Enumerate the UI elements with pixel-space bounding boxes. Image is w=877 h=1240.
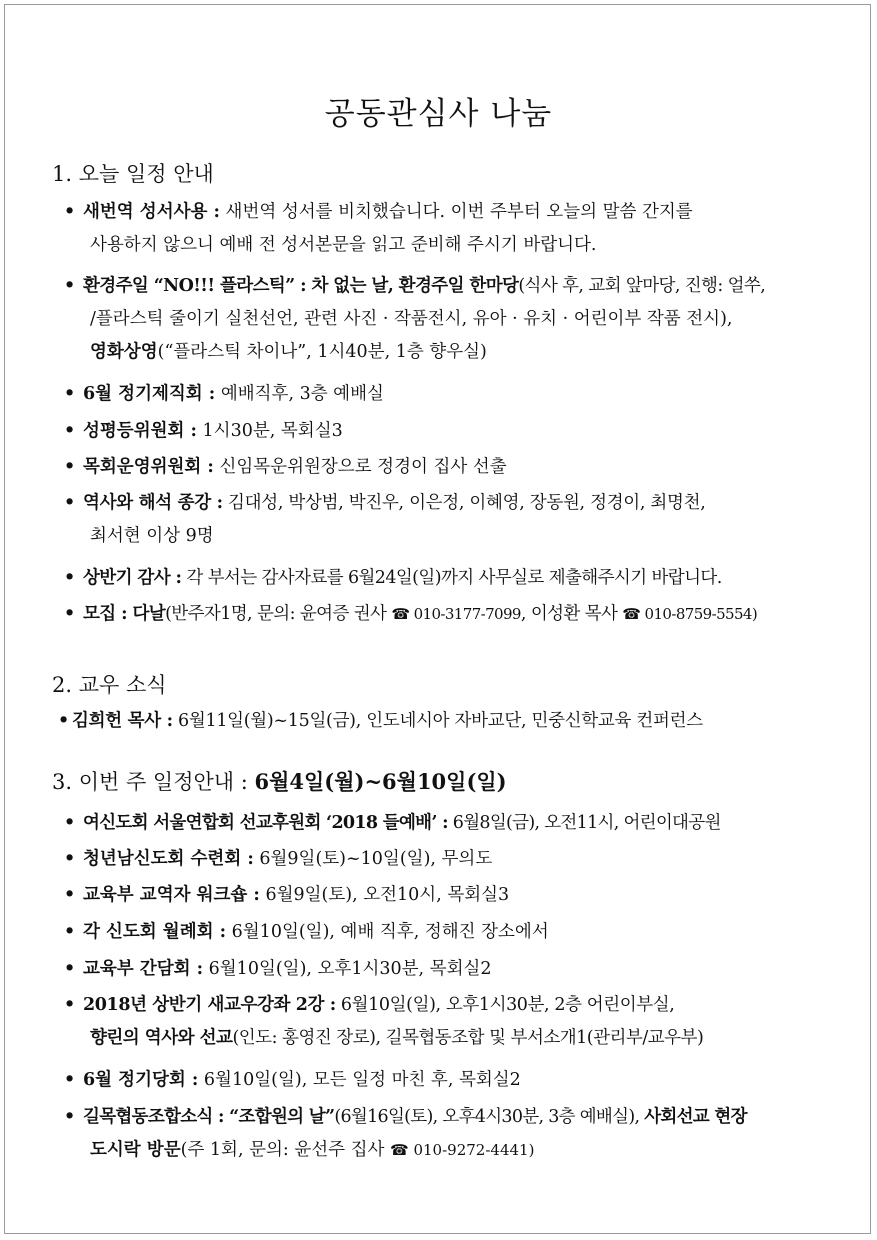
item-continuation: /플라스틱 줄이기 실천선언, 관련 사진 · 작품전시, 유아 · 유치 · 어린이부 작품 전시), — [90, 309, 733, 329]
item-label: 6월 정기제직회 : — [83, 384, 216, 404]
bullet: • — [64, 1070, 76, 1090]
bullet: • — [64, 276, 76, 296]
section-2-heading: 2. 교우 소식 — [52, 673, 167, 697]
item-text: 예배직후, 3층 예배실 — [215, 384, 384, 404]
item-text: 6월10일(일), 오후1시30분, 2층 어린이부실, — [335, 995, 675, 1015]
item-text: (인도: 홍영진 장로), 길목협동조합 및 부서소개1(관리부/교우부) — [232, 1028, 704, 1048]
item-label: 영화상영 — [90, 342, 158, 362]
item-label: 성평등위원회 : — [83, 421, 197, 441]
item-text: 새번역 성서를 비치했습니다. 이번 주부터 오늘의 말씀 간지를 — [219, 202, 693, 222]
bullet: • — [64, 849, 76, 869]
bullet: • — [64, 995, 76, 1015]
bullet: • — [64, 959, 76, 979]
list-item — [64, 1064, 804, 1097]
item-text: 6월10일(일), 모든 일정 마친 후, 목회실2 — [198, 1070, 521, 1090]
bullet: • — [64, 384, 76, 404]
bullet: • — [64, 457, 76, 477]
item-text: 6월8일(금), 오전11시, 어린이대공원 — [447, 813, 721, 833]
list-item — [64, 879, 804, 912]
item-label: 목회운영위원회 : — [83, 457, 214, 477]
section-3-heading-prefix: 3. 이번 주 일정안내 : — [52, 770, 255, 794]
list-item — [64, 989, 804, 1055]
bullet: • — [64, 202, 76, 222]
bullet: • — [64, 922, 76, 942]
item-label: 각 신도회 월례회 : — [83, 922, 227, 942]
list-item — [64, 807, 804, 840]
bullet: • — [64, 813, 76, 833]
bullet: • — [64, 885, 76, 905]
item-text: (“플라스틱 차이나”, 1시40분, 1층 향우실) — [157, 342, 487, 362]
item-label: 청년남신도회 수련회 : — [83, 849, 254, 869]
list-item — [64, 598, 804, 631]
item-text: 6월11일(월)~15일(금), 인도네시아 자바교단, 민중신학교육 컨퍼런스 — [172, 711, 703, 731]
item-label: 교육부 교역자 워크숍 : — [83, 885, 260, 905]
list-item — [64, 196, 804, 262]
item-text: (6월16일(토), 오후4시30분, 3층 예배실), — [334, 1107, 645, 1127]
phone-number: ☎ 010-3177-7099 — [391, 605, 521, 623]
list-item — [64, 1101, 804, 1167]
bullet: • — [58, 711, 70, 731]
item-text: (반주자1명, 문의: 윤여증 권사 — [165, 604, 392, 624]
page-title: 공동관심사 나눔 — [324, 96, 553, 132]
list-item — [64, 270, 804, 369]
list-item — [64, 953, 804, 986]
item-label: 향린의 역사와 선교 — [90, 1028, 233, 1048]
list-item — [64, 378, 804, 411]
bullet: • — [64, 568, 76, 588]
list-item — [64, 843, 804, 876]
item-label: 김희헌 목사 : — [72, 711, 173, 731]
list-item — [64, 487, 804, 553]
bullet: • — [64, 421, 76, 441]
item-label: 여신도회 서울연합회 선교후원회 ‘2018 들예배’ : — [83, 813, 448, 833]
item-label: 도시락 방문 — [90, 1140, 181, 1160]
item-label: 환경주일 “NO!!! 플라스틱” : 차 없는 날, 환경주일 한마당 — [83, 276, 519, 296]
item-text: 각 부서는 감사자료를 6월24일(일)까지 사무실로 제출해주시기 바랍니다. — [181, 568, 722, 588]
item-text: 1시30분, 목회실3 — [196, 421, 343, 441]
item-text: (식사 후, 교회 앞마당, 진행: 얼쑤, — [518, 276, 766, 296]
item-label: 상반기 감사 : — [83, 568, 182, 588]
item-label: 교육부 간담회 : — [83, 959, 204, 979]
item-text: (주 1회, 문의: 윤선주 집사 — [180, 1140, 391, 1160]
section-3-heading — [52, 766, 507, 796]
bullet: • — [64, 604, 76, 624]
item-text: 김대성, 박상범, 박진우, 이은정, 이혜영, 장동원, 정경이, 최명천, — [222, 493, 706, 513]
item-text: 6월9일(토), 오전10시, 목회실3 — [259, 885, 510, 905]
phone-number: ☎ 010-8759-5554) — [622, 605, 758, 623]
item-label: 2018년 상반기 새교우강좌 2강 : — [83, 995, 336, 1015]
item-label: 길목협동조합소식 : “조합원의 날” — [83, 1107, 335, 1127]
item-text: 6월9일(토)~10일(일), 무의도 — [253, 849, 493, 869]
item-continuation: 사용하지 않으니 예배 전 성서본문을 읽고 준비해 주시기 바랍니다. — [90, 235, 597, 255]
item-text: , 이성환 목사 — [520, 604, 623, 624]
item-label: 6월 정기당회 : — [83, 1070, 199, 1090]
item-label: 새번역 성서사용 : — [83, 202, 220, 222]
item-continuation: 최서현 이상 9명 — [90, 526, 214, 546]
list-item — [64, 451, 804, 484]
list-item — [64, 562, 804, 595]
section-3-heading-dates: 6월4일(월)~6월10일(일) — [254, 769, 507, 794]
item-label: 역사와 해석 종강 : — [83, 493, 223, 513]
phone-number: ☎ 010-9272-4441) — [390, 1141, 535, 1159]
bullet: • — [64, 493, 76, 513]
item-text: 신임목운위원장으로 정경이 집사 선출 — [213, 457, 507, 477]
section-1-heading: 1. 오늘 일정 안내 — [52, 162, 214, 186]
item-label: 모집 : 다날 — [83, 604, 166, 624]
item-text: 6월10일(일), 오후1시30분, 목회실2 — [203, 959, 492, 979]
item-text: 6월10일(일), 예배 직후, 정해진 장소에서 — [226, 922, 549, 942]
bullet: • — [64, 1107, 76, 1127]
list-item — [58, 705, 798, 738]
list-item — [64, 415, 804, 448]
item-label: 사회선교 현장 — [644, 1107, 747, 1127]
list-item — [64, 916, 804, 949]
